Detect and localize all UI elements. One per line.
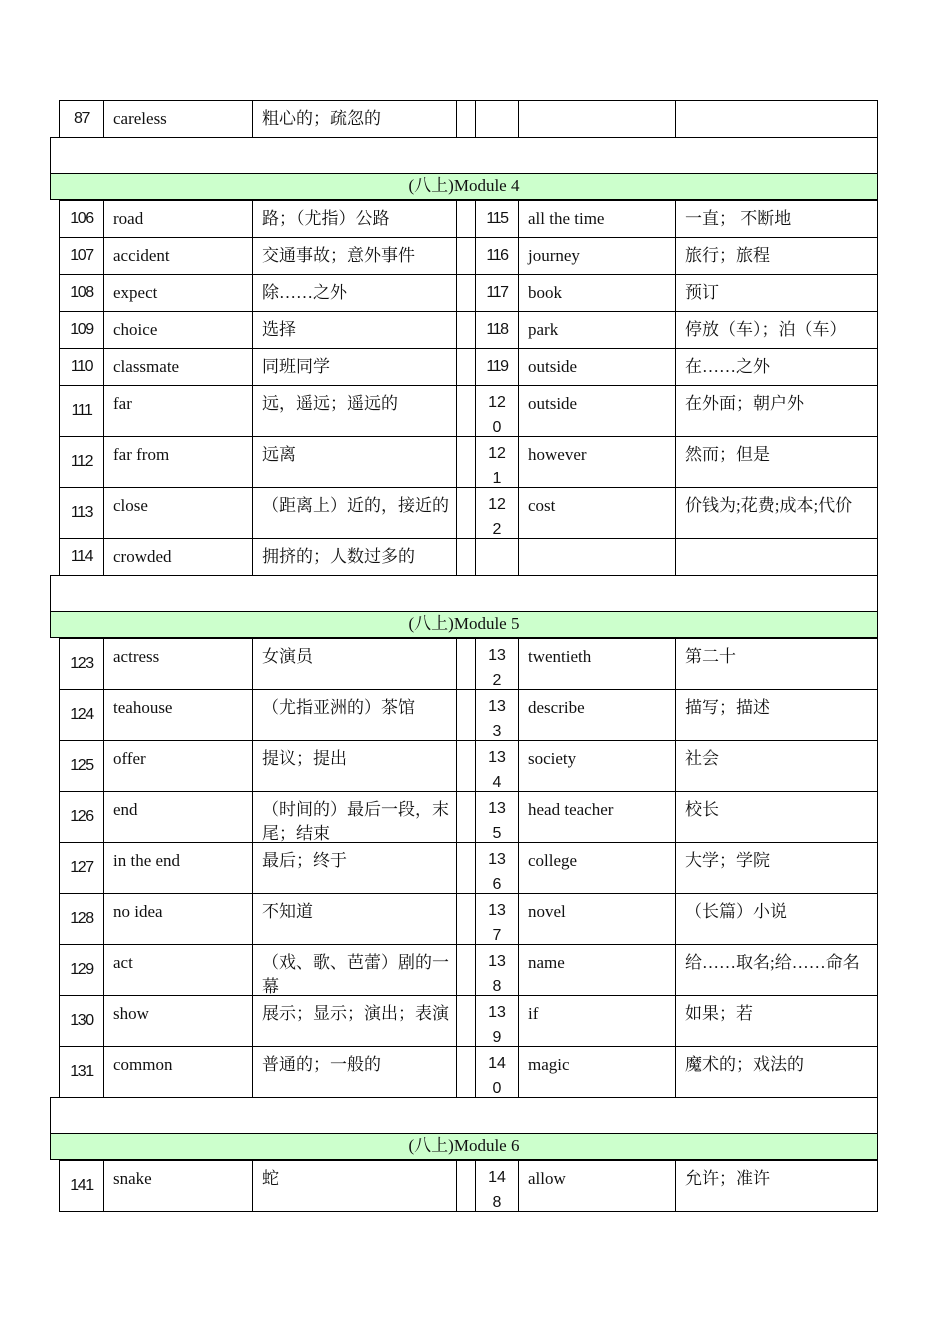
- entry-number: 125: [59, 740, 104, 791]
- chinese-meaning: 拥挤的；人数过多的: [253, 538, 457, 575]
- gap-column: [457, 385, 476, 436]
- table-row: [59, 1046, 878, 1097]
- chinese-meaning: 远离: [253, 436, 457, 487]
- chinese-meaning: 魔术的；戏法的: [676, 1046, 878, 1097]
- table-row: [59, 893, 878, 944]
- table-row: [59, 311, 878, 348]
- chinese-meaning: 一直； 不断地: [676, 200, 878, 237]
- gap-column: [457, 791, 476, 842]
- entry-number: 119: [476, 348, 519, 385]
- entry-number: 138: [476, 944, 519, 995]
- gap-column: [457, 740, 476, 791]
- entry-number: 134: [476, 740, 519, 791]
- table-row: [59, 100, 878, 137]
- table-row: [59, 842, 878, 893]
- entry-number: 116: [476, 237, 519, 274]
- table-row: [59, 487, 878, 538]
- english-word: if: [519, 995, 676, 1046]
- entry-number: 127: [59, 842, 104, 893]
- english-word: twentieth: [519, 638, 676, 689]
- chinese-meaning: 停放（车）；泊（车）: [676, 311, 878, 348]
- english-word: far: [104, 385, 253, 436]
- english-word: accident: [104, 237, 253, 274]
- table-row: [59, 791, 878, 842]
- table-row: [59, 348, 878, 385]
- english-word: road: [104, 200, 253, 237]
- gap-column: [457, 1046, 476, 1097]
- entry-number: 132: [476, 638, 519, 689]
- gap-column: [457, 842, 476, 893]
- entry-number: 118: [476, 311, 519, 348]
- chinese-meaning: 展示；显示；演出；表演: [253, 995, 457, 1046]
- gap-column: [457, 944, 476, 995]
- chinese-meaning: 蛇: [253, 1160, 457, 1211]
- chinese-meaning: [676, 538, 878, 575]
- entry-number: 129: [59, 944, 104, 995]
- english-word: college: [519, 842, 676, 893]
- gap-column: [457, 237, 476, 274]
- gap-column: [457, 1160, 476, 1211]
- entry-number: 128: [59, 893, 104, 944]
- chinese-meaning: 在外面；朝户外: [676, 385, 878, 436]
- chinese-meaning: 普通的；一般的: [253, 1046, 457, 1097]
- chinese-meaning: 粗心的；疏忽的: [253, 100, 457, 137]
- entry-number: 110: [59, 348, 104, 385]
- module-header: (八上)Module 4: [50, 173, 878, 200]
- entry-number: 115: [476, 200, 519, 237]
- entry-number: 114: [59, 538, 104, 575]
- entry-number: [476, 100, 519, 137]
- gap-column: [457, 274, 476, 311]
- chinese-meaning: （尤指亚洲的）茶馆: [253, 689, 457, 740]
- english-word: [519, 538, 676, 575]
- module-header: (八上)Module 6: [50, 1133, 878, 1160]
- spacer-row: [50, 137, 878, 174]
- english-word: classmate: [104, 348, 253, 385]
- english-word: actress: [104, 638, 253, 689]
- chinese-meaning: 远，遥远；遥远的: [253, 385, 457, 436]
- english-word: describe: [519, 689, 676, 740]
- chinese-meaning: 不知道: [253, 893, 457, 944]
- chinese-meaning: 允许；准许: [676, 1160, 878, 1211]
- table-row: [59, 200, 878, 237]
- table-row: [59, 385, 878, 436]
- entry-number: 106: [59, 200, 104, 237]
- english-word: outside: [519, 385, 676, 436]
- table-row: [59, 237, 878, 274]
- english-word: teahouse: [104, 689, 253, 740]
- entry-number: 139: [476, 995, 519, 1046]
- table-row: [59, 944, 878, 995]
- chinese-meaning: 同班同学: [253, 348, 457, 385]
- entry-number: 135: [476, 791, 519, 842]
- chinese-meaning: 校长: [676, 791, 878, 842]
- english-word: however: [519, 436, 676, 487]
- entry-number: 123: [59, 638, 104, 689]
- chinese-meaning: 提议；提出: [253, 740, 457, 791]
- chinese-meaning: 给……取名;给……命名: [676, 944, 878, 995]
- chinese-meaning: 交通事故；意外事件: [253, 237, 457, 274]
- chinese-meaning: 除……之外: [253, 274, 457, 311]
- table-row: [59, 995, 878, 1046]
- chinese-meaning: 女演员: [253, 638, 457, 689]
- chinese-meaning: （距离上）近的，接近的: [253, 487, 457, 538]
- chinese-meaning: 路；（尤指）公路: [253, 200, 457, 237]
- table-row: [59, 538, 878, 575]
- entry-number: 111: [59, 385, 104, 436]
- module-header: (八上)Module 5: [50, 611, 878, 638]
- entry-number: 120: [476, 385, 519, 436]
- entry-number: 107: [59, 237, 104, 274]
- entry-number: 130: [59, 995, 104, 1046]
- english-word: far from: [104, 436, 253, 487]
- chinese-meaning: 在……之外: [676, 348, 878, 385]
- entry-number: 133: [476, 689, 519, 740]
- english-word: crowded: [104, 538, 253, 575]
- gap-column: [457, 200, 476, 237]
- english-word: no idea: [104, 893, 253, 944]
- english-word: end: [104, 791, 253, 842]
- english-word: choice: [104, 311, 253, 348]
- english-word: careless: [104, 100, 253, 137]
- entry-number: 121: [476, 436, 519, 487]
- entry-number: 137: [476, 893, 519, 944]
- entry-number: 117: [476, 274, 519, 311]
- english-word: show: [104, 995, 253, 1046]
- spacer-row: [50, 575, 878, 612]
- english-word: offer: [104, 740, 253, 791]
- entry-number: 87: [59, 100, 104, 137]
- english-word: common: [104, 1046, 253, 1097]
- entry-number: 136: [476, 842, 519, 893]
- entry-number: 141: [59, 1160, 104, 1211]
- table-row: [59, 638, 878, 689]
- table-row: [59, 1160, 878, 1211]
- english-word: snake: [104, 1160, 253, 1211]
- entry-number: 122: [476, 487, 519, 538]
- english-word: book: [519, 274, 676, 311]
- entry-number: [476, 538, 519, 575]
- entry-number: 124: [59, 689, 104, 740]
- table-row: [59, 274, 878, 311]
- chinese-meaning: [676, 100, 878, 137]
- chinese-meaning: 描写；描述: [676, 689, 878, 740]
- english-word: close: [104, 487, 253, 538]
- chinese-meaning: 社会: [676, 740, 878, 791]
- english-word: allow: [519, 1160, 676, 1211]
- gap-column: [457, 689, 476, 740]
- english-word: society: [519, 740, 676, 791]
- gap-column: [457, 638, 476, 689]
- chinese-meaning: 价钱为;花费;成本;代价: [676, 487, 878, 538]
- chinese-meaning: 然而；但是: [676, 436, 878, 487]
- table-row: [59, 689, 878, 740]
- english-word: cost: [519, 487, 676, 538]
- chinese-meaning: 预订: [676, 274, 878, 311]
- english-word: [519, 100, 676, 137]
- entry-number: 148: [476, 1160, 519, 1211]
- entry-number: 113: [59, 487, 104, 538]
- chinese-meaning: 旅行；旅程: [676, 237, 878, 274]
- entry-number: 112: [59, 436, 104, 487]
- entry-number: 131: [59, 1046, 104, 1097]
- chinese-meaning: 第二十: [676, 638, 878, 689]
- chinese-meaning: 如果；若: [676, 995, 878, 1046]
- spacer-row: [50, 1097, 878, 1134]
- english-word: outside: [519, 348, 676, 385]
- english-word: journey: [519, 237, 676, 274]
- english-word: park: [519, 311, 676, 348]
- gap-column: [457, 893, 476, 944]
- row-divider: [59, 1211, 878, 1212]
- gap-column: [457, 311, 476, 348]
- entry-number: 140: [476, 1046, 519, 1097]
- entry-number: 108: [59, 274, 104, 311]
- english-word: head teacher: [519, 791, 676, 842]
- gap-column: [457, 100, 476, 137]
- chinese-meaning: 大学；学院: [676, 842, 878, 893]
- gap-column: [457, 436, 476, 487]
- english-word: name: [519, 944, 676, 995]
- english-word: novel: [519, 893, 676, 944]
- chinese-meaning: 最后；终于: [253, 842, 457, 893]
- gap-column: [457, 487, 476, 538]
- chinese-meaning: （戏、歌、芭蕾）剧的一幕: [253, 944, 457, 995]
- chinese-meaning: （时间的）最后一段，末尾；结束: [253, 791, 457, 842]
- chinese-meaning: （长篇）小说: [676, 893, 878, 944]
- table-row: [59, 436, 878, 487]
- entry-number: 126: [59, 791, 104, 842]
- english-word: all the time: [519, 200, 676, 237]
- english-word: expect: [104, 274, 253, 311]
- english-word: act: [104, 944, 253, 995]
- gap-column: [457, 348, 476, 385]
- entry-number: 109: [59, 311, 104, 348]
- gap-column: [457, 538, 476, 575]
- english-word: magic: [519, 1046, 676, 1097]
- gap-column: [457, 995, 476, 1046]
- english-word: in the end: [104, 842, 253, 893]
- chinese-meaning: 选择: [253, 311, 457, 348]
- table-row: [59, 740, 878, 791]
